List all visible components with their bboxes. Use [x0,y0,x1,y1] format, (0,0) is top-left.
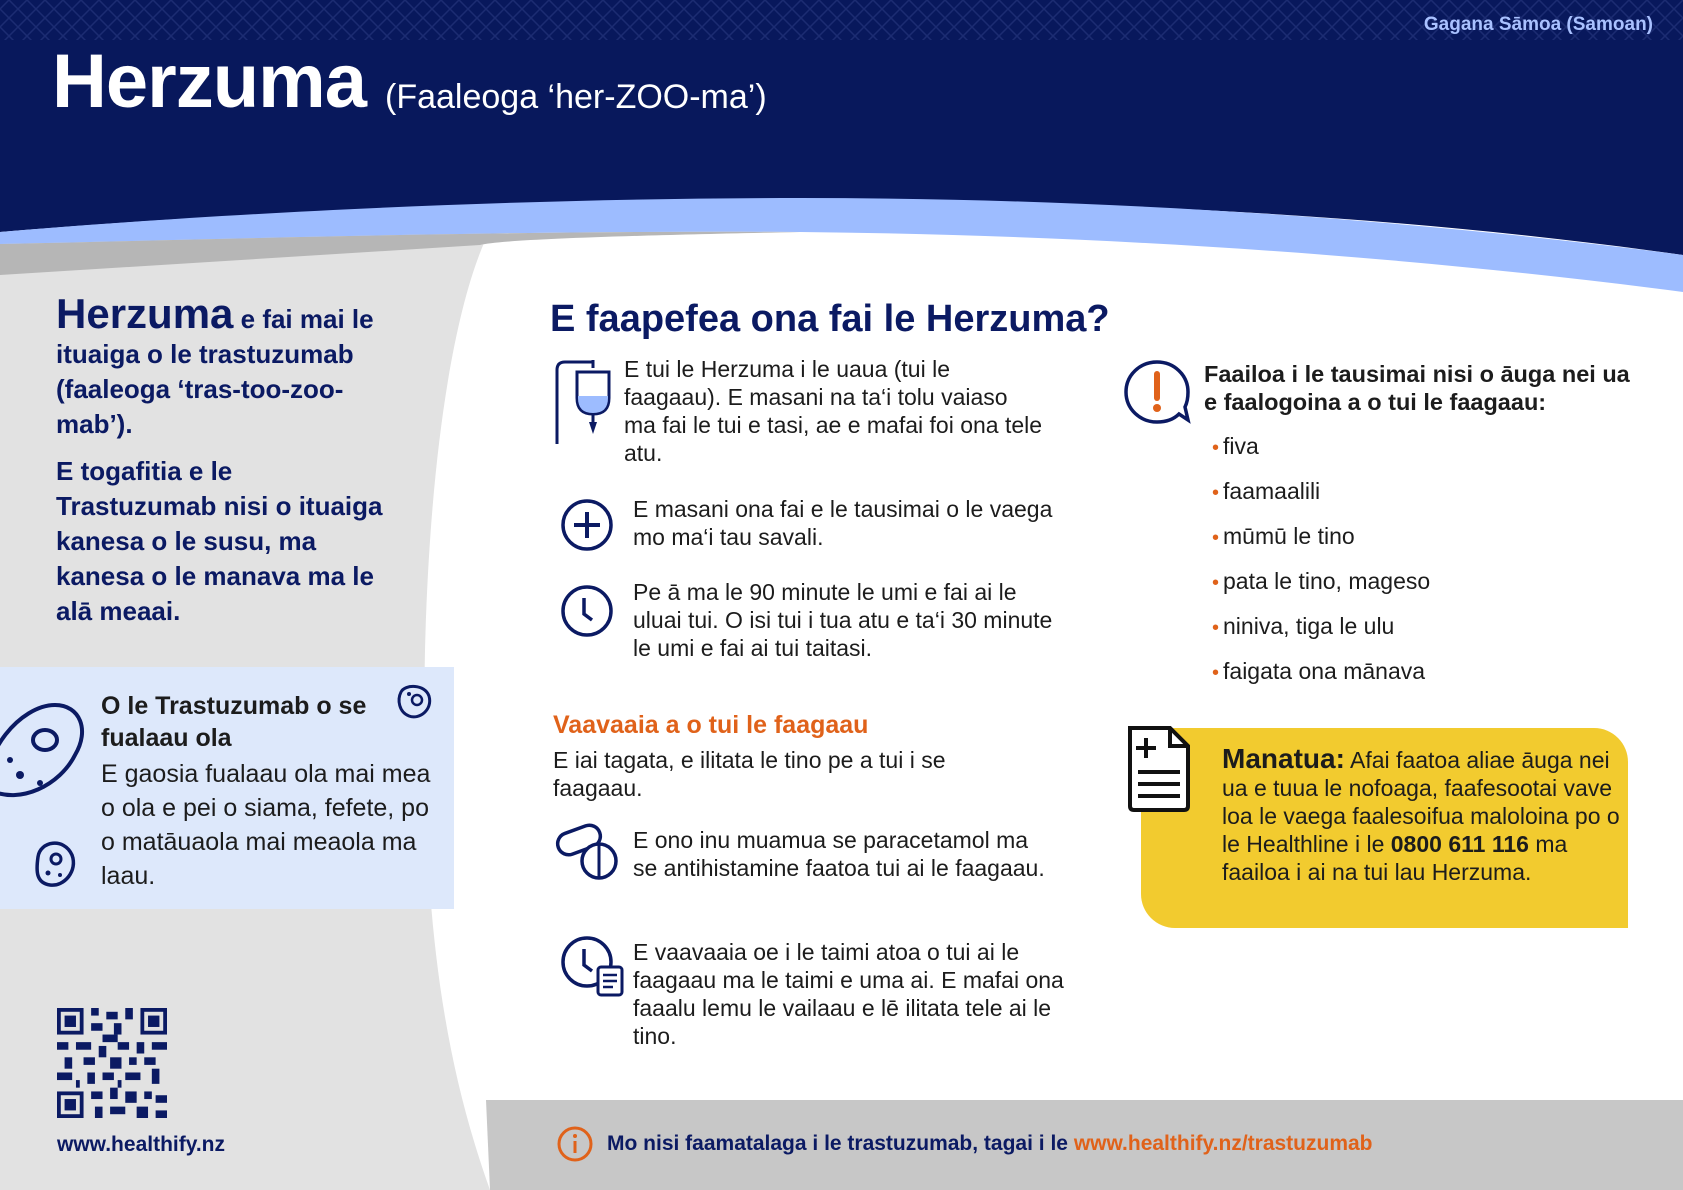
callout-body: E gaosia fualaau ola mai mea o ola e pei o siama, fefete, po o matāuaola mai meaola ma laau. [101,760,431,890]
pills-icon [553,817,619,883]
pronunciation: (Faaleoga ‘her-ZOO-ma’) [385,78,767,116]
remember-text: Manatua: Afai faatoa aliae āuga nei ua e tuua le nofoaga, faafesootai vave loa le vaega faalesoifua maloloina po o le Healthline i le 0800 611 116 ma faailoa i ai na tui lau Herzuma. [1222,743,1620,885]
how-section-title: E faapefea ona fai le Herzuma? [550,298,1110,340]
side-effects-item-1-text: E ono inu muamua se paracetamol ma se antihistamine faatoa tui ai le faagaau. [633,827,1045,881]
symptom-bullet: • niniva, tiga le ulu [1212,613,1395,639]
symptom-bullet: • faamaalili [1212,478,1321,504]
side-effects-title: Vaavaaia a o tui le faagaau [553,711,869,739]
healthline-number[interactable]: 0800 611 116 [1390,831,1529,857]
cell-medium-icon [30,835,78,889]
clock-document-icon [560,935,628,999]
language-label: Gagana Sāmoa (Samoan) [1423,14,1653,35]
iv-drip-icon [553,358,613,448]
watch-title: Faailoa i le tausimai nisi o āuga nei ua e faalogoina a o tui le faagaau: [1204,361,1630,415]
how-item-1-text: E tui le Herzuma i le uaua (tui le faagaau). E masani na ta‘i tolu vaiaso ma fai le tui e tasi, ae e mafai foi ona tele atu. [624,356,1043,466]
cell-large-icon [0,695,90,805]
footer-more-info: Mo nisi faamatalaga i le trastuzumab, tagai i le www.healthify.nz/trastuzumab [607,1132,1373,1155]
intro-paragraph2: E togafitia e le Trastuzumab nisi o ituaiga kanesa o le susu, ma kanesa o le manava ma le alā meaai. [56,456,383,626]
callout-title: O le Trastuzumab o se fualaau ola [101,692,367,752]
cell-small-icon [395,682,435,722]
plus-circle-icon [560,498,614,552]
alert-icon [1122,358,1192,428]
remember-lead: Manatua: [1222,743,1345,774]
symptom-bullet: • pata le tino, mageso [1212,568,1431,594]
website-link[interactable]: www.healthify.nz [57,1133,226,1156]
qr-code[interactable] [57,1008,167,1118]
clock-icon [560,584,614,638]
side-effects-item-2-text: E vaavaaia oe i le taimi atoa o tui ai le faagaau ma le taimi e uma ai. E mafai ona faaalu lemu le vailaau e lē ilitata tele ai le tino. [633,939,1064,1049]
symptom-bullet: • fiva [1212,433,1259,459]
info-icon [556,1125,594,1163]
intro-brand: Herzuma [56,290,234,337]
how-item-3-text: Pe ā ma le 90 minute le umi e fai ai le uluai tui. O isi tui i tua atu e ta‘i 30 minute le umi e fai ai tui taitasi. [633,579,1053,661]
intro-line1: e fai mai le ituaiga o le trastuzumab (faaleoga ‘tras-too-zoo-mab’). [56,304,374,439]
document-plus-icon [1124,724,1194,814]
how-item-2-text: E masani ona fai e le tausimai o le vaega mo ma‘i tau savali. [633,496,1053,550]
side-effects-intro: E iai tagata, e ilitata le tino pe a tui i se faagaau. [553,747,946,801]
symptom-bullet: • faigata ona mānava [1212,658,1426,684]
page-title: Herzuma [52,39,366,124]
trastuzumab-link[interactable]: www.healthify.nz/trastuzumab [1073,1132,1373,1155]
symptom-bullet: • mūmū le tino [1212,523,1355,549]
intro-text [56,290,386,641]
